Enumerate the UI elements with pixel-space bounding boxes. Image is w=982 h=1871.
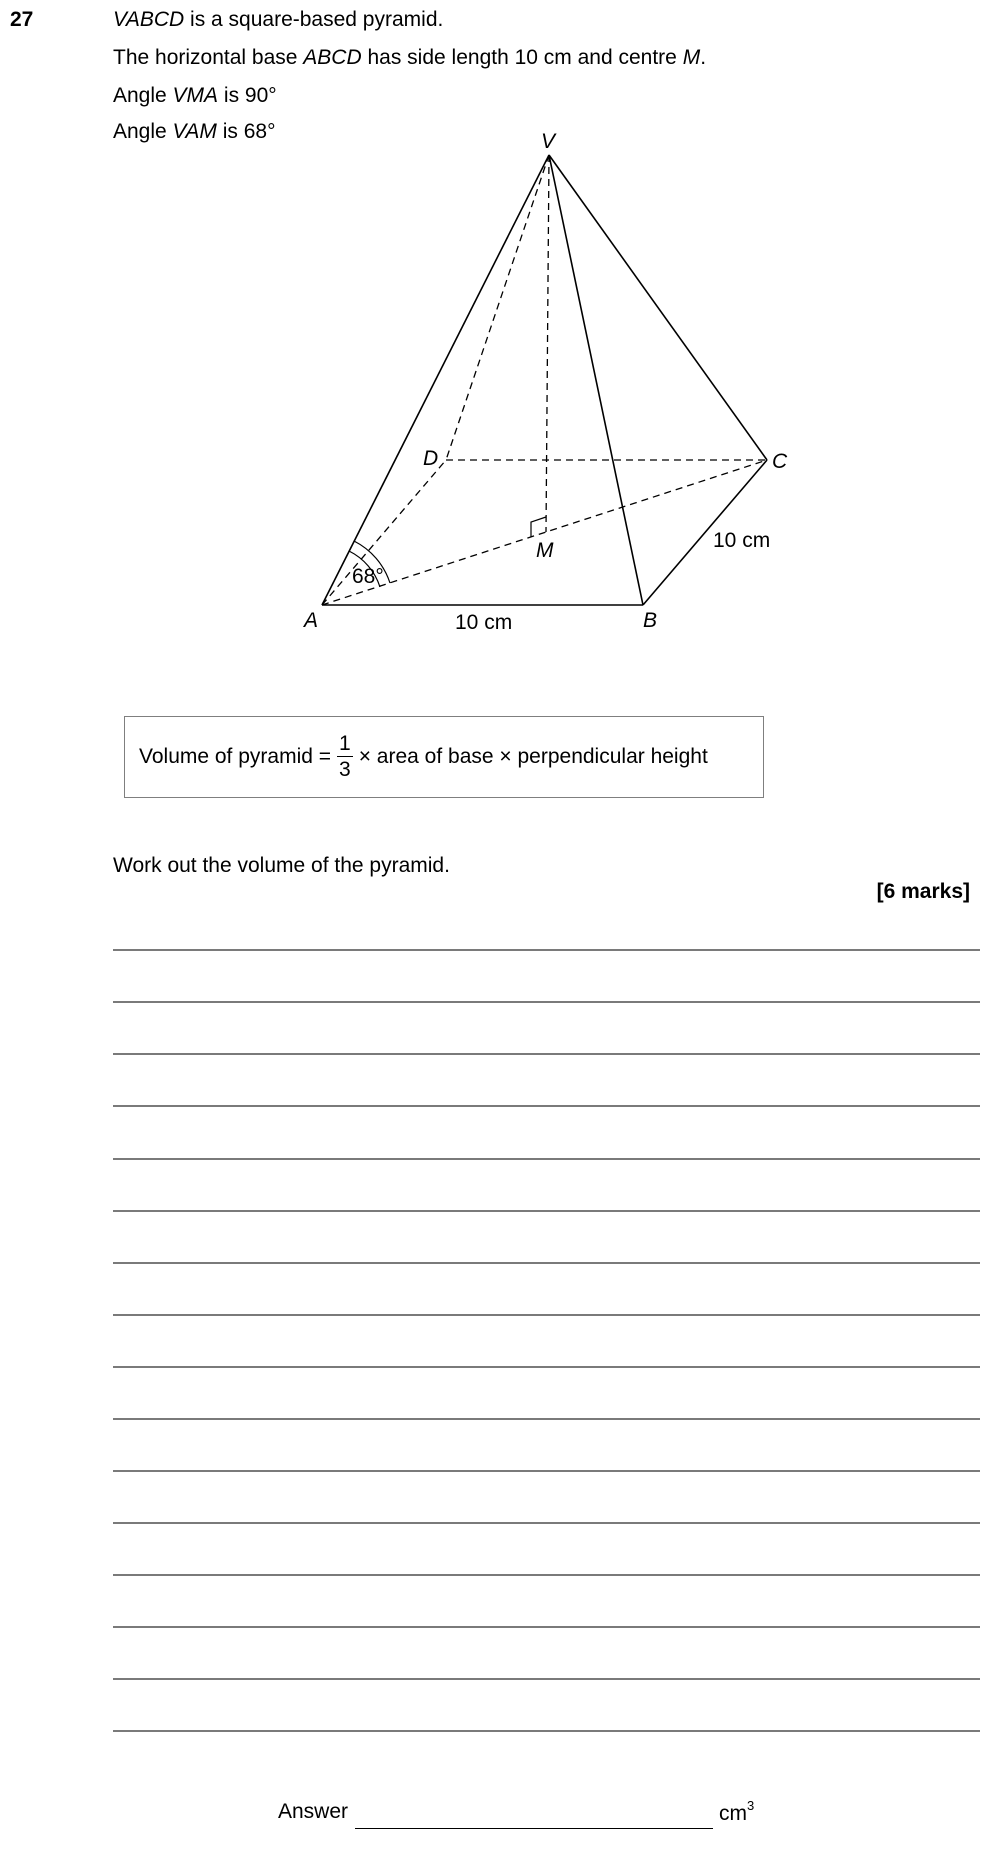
line-1-text: is a square-based pyramid. xyxy=(184,8,444,31)
label-side-ab: 10 cm xyxy=(455,611,513,634)
label-angle-68: 68° xyxy=(352,565,384,588)
fraction-numerator: 1 xyxy=(339,731,351,755)
label-a: A xyxy=(304,609,319,632)
base-name: ABCD xyxy=(303,46,362,69)
writing-line[interactable] xyxy=(113,1574,980,1576)
angle-vma-name: VMA xyxy=(172,84,219,107)
line-3-post: is 90° xyxy=(218,84,277,107)
label-d: D xyxy=(423,447,439,470)
writing-line[interactable] xyxy=(113,1730,980,1732)
writing-line[interactable] xyxy=(113,949,980,951)
writing-line[interactable] xyxy=(113,1158,980,1160)
marks-label: [6 marks] xyxy=(876,880,970,903)
line-4-post: is 68° xyxy=(216,120,276,143)
writing-line[interactable] xyxy=(113,1314,980,1316)
fraction-denominator: 3 xyxy=(339,757,351,781)
pyramid-diagram xyxy=(0,0,982,680)
volume-formula-box xyxy=(124,716,764,798)
label-b: B xyxy=(643,609,658,632)
writing-line[interactable] xyxy=(113,1418,980,1420)
writing-line[interactable] xyxy=(113,1470,980,1472)
hidden-edge-vd xyxy=(446,155,549,460)
writing-line[interactable] xyxy=(113,1522,980,1524)
label-c: C xyxy=(772,450,788,473)
edge-va xyxy=(322,155,549,605)
line-4-pre: Angle xyxy=(113,120,173,143)
writing-line[interactable] xyxy=(113,1053,980,1055)
fraction-one-third xyxy=(337,732,353,783)
hidden-height-vm xyxy=(546,155,549,532)
writing-line[interactable] xyxy=(113,1210,980,1212)
writing-line[interactable] xyxy=(113,1366,980,1368)
line-3-pre: Angle xyxy=(113,84,173,107)
label-side-bc: 10 cm xyxy=(713,529,771,552)
formula-prefix: Volume of pyramid = xyxy=(139,745,332,768)
right-angle-marker xyxy=(531,517,546,537)
writing-line[interactable] xyxy=(113,1262,980,1264)
formula-suffix: × area of base × perpendicular height xyxy=(358,745,708,768)
line-2-pre: The horizontal base xyxy=(113,46,304,69)
angle-vam-name: VAM xyxy=(172,120,217,143)
edge-vb xyxy=(549,155,643,605)
writing-line[interactable] xyxy=(113,1678,980,1680)
hidden-edge-ac xyxy=(322,460,767,605)
pyramid-name: VABCD xyxy=(113,8,185,31)
unit-power: 3 xyxy=(747,1798,755,1813)
line-2-mid: has side length 10 cm and centre xyxy=(361,46,683,69)
line-2-post: . xyxy=(700,46,707,69)
question-number: 27 xyxy=(10,8,34,31)
centre-name: M xyxy=(682,46,701,69)
answer-unit xyxy=(719,1800,754,1826)
writing-line[interactable] xyxy=(113,1626,980,1628)
answer-label: Answer xyxy=(278,1800,349,1823)
edge-vc xyxy=(549,155,767,460)
label-m: M xyxy=(536,539,554,562)
answer-input-line[interactable] xyxy=(355,1828,713,1829)
writing-line[interactable] xyxy=(113,1105,980,1107)
task-instruction: Work out the volume of the pyramid. xyxy=(113,854,450,877)
unit-text: cm xyxy=(719,1802,747,1825)
label-v: V xyxy=(541,130,556,153)
writing-line[interactable] xyxy=(113,1001,980,1003)
